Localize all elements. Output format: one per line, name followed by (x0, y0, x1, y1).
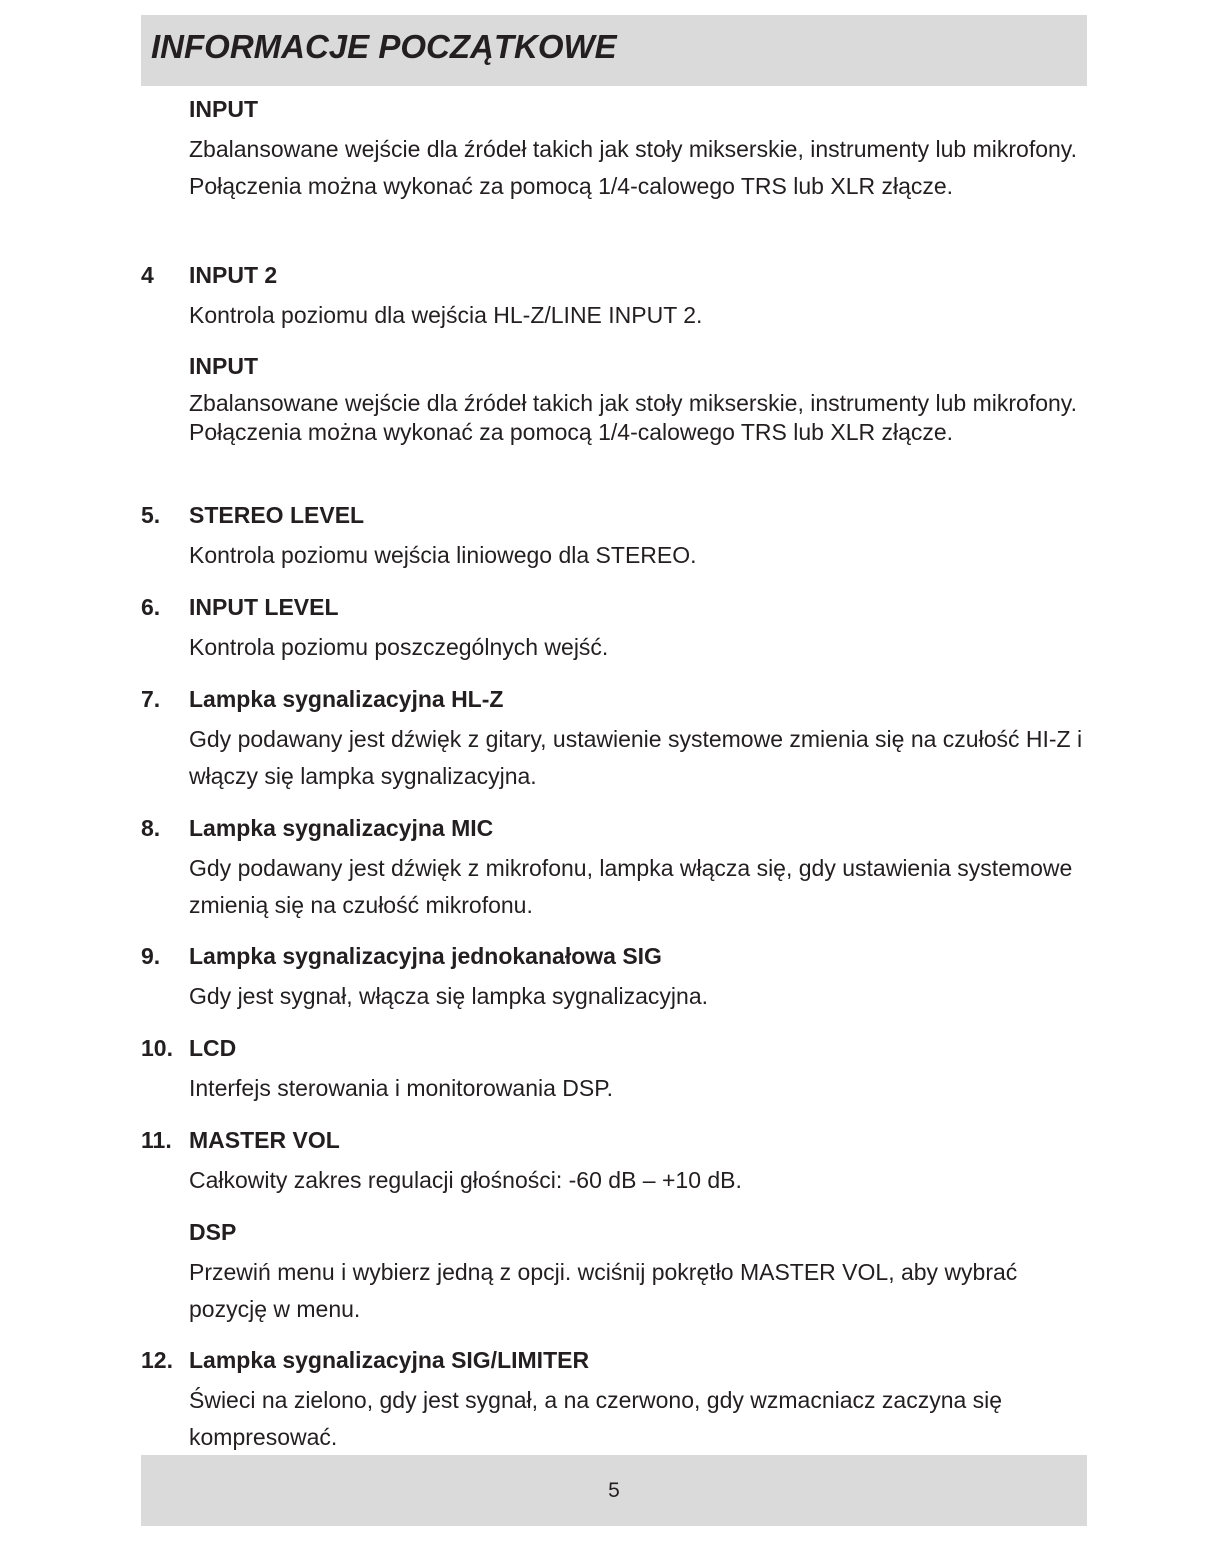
item-number: 11. (141, 1127, 172, 1153)
item-number: 10. (141, 1035, 173, 1061)
item-heading: Lampka sygnalizacyjna HL-Z (189, 686, 504, 712)
item-heading: INPUT 2 (189, 262, 278, 288)
item-description: Interfejs sterowania i monitorowania DSP. (189, 1075, 614, 1101)
item-description: Gdy jest sygnał, włącza się lampka sygnalizacyjna. (189, 983, 709, 1009)
item-number: 9. (141, 943, 161, 969)
item-heading: LCD (189, 1035, 237, 1061)
item-heading: Lampka sygnalizacyjna MIC (189, 815, 494, 841)
item-description: Przewiń menu i wybierz jedną z opcji. wciśnij pokrętło MASTER VOL, aby wybrać pozycję w menu. (189, 1259, 1018, 1322)
item-number: 8. (141, 815, 161, 841)
item-description: Świeci na zielono, gdy jest sygnał, a na czerwono, gdy wzmacniacz zaczyna się kompresować. (189, 1387, 1003, 1450)
item-number: 7. (141, 686, 161, 712)
item-description: Gdy podawany jest dźwięk z mikrofonu, lampka włącza się, gdy ustawienia systemowe zmienią się na czułość mikrofonu. (189, 855, 1073, 918)
item-description: Kontrola poziomu dla wejścia HL-Z/LINE INPUT 2. (189, 302, 703, 328)
page-title: INFORMACJE POCZĄTKOWE (151, 28, 617, 65)
item-description: Kontrola poziomu poszczególnych wejść. (189, 634, 609, 660)
item-number: 4 (141, 262, 154, 288)
item-heading: INPUT (189, 96, 258, 122)
item-description: Kontrola poziomu wejścia liniowego dla STEREO. (189, 542, 697, 568)
item-number: 6. (141, 594, 161, 620)
page-header (141, 15, 1087, 86)
page-footer (141, 1455, 1087, 1526)
item-description: Zbalansowane wejście dla źródeł takich jak stoły mikserskie, instrumenty lub mikrofony. Połączenia można wykonać za pomocą 1/4-calowego TRS lub XLR złącze. (189, 390, 1077, 445)
item-number: 12. (141, 1347, 173, 1373)
item-heading: Lampka sygnalizacyjna jednokanałowa SIG (189, 943, 662, 969)
item-number: 5. (141, 502, 161, 528)
page-number: 5 (608, 1479, 620, 1502)
item-description: Zbalansowane wejście dla źródeł takich jak stoły mikserskie, instrumenty lub mikrofony. Połączenia można wykonać za pomocą 1/4-calowego TRS lub XLR złącze. (189, 136, 1077, 199)
item-heading: INPUT LEVEL (189, 594, 339, 620)
item-heading: MASTER VOL (189, 1127, 340, 1153)
item-description: Całkowity zakres regulacji głośności: -60 dB – +10 dB. (189, 1167, 742, 1193)
item-heading: STEREO LEVEL (189, 502, 365, 528)
item-description: Gdy podawany jest dźwięk z gitary, ustawienie systemowe zmienia się na czułość HI-Z i włączy się lampka sygnalizacyjna. (189, 726, 1083, 789)
item-heading: DSP (189, 1219, 237, 1245)
item-heading: Lampka sygnalizacyjna SIG/LIMITER (189, 1347, 590, 1373)
item-heading: INPUT (189, 353, 258, 379)
